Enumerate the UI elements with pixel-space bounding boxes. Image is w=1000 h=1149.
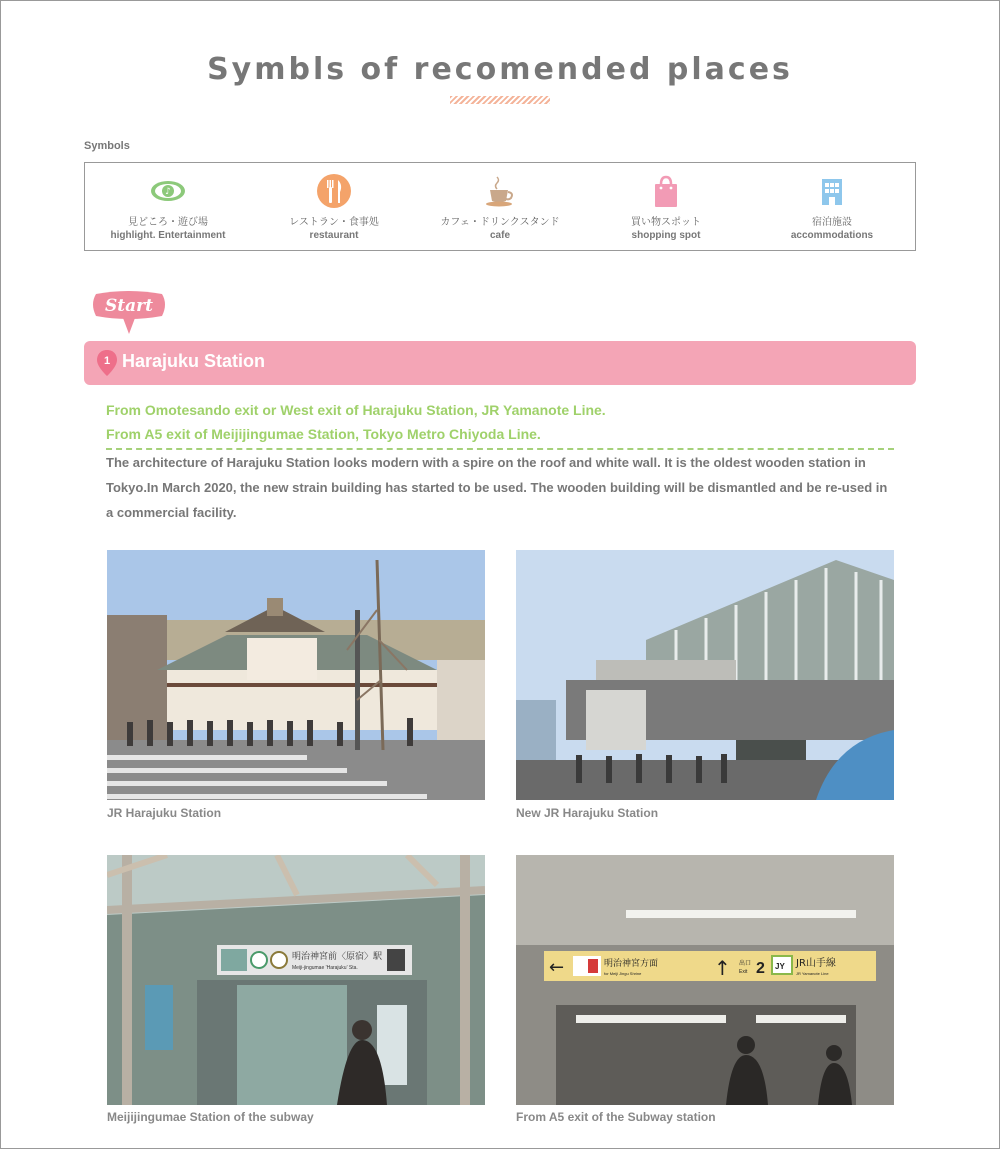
symbol-item-restaurant [251,173,417,242]
section-number: 1 [103,355,111,367]
sign-direction-en: for Meiji Jingu Shrine [604,971,642,976]
sign-line-jp: JR山手線 [796,958,836,969]
photo-new-jr-harajuku-station [516,550,894,800]
svg-text:♪: ♪ [165,187,171,197]
sign-line-code: JY [775,962,785,971]
symbol-label-jp: カフェ・ドリンクスタンド [440,217,560,228]
photo-caption: From A5 exit of the Subway station [516,1110,716,1124]
sign-direction-jp: 明治神宮方面 [604,959,659,969]
start-badge-label: Start [105,296,153,316]
symbol-item-accommodations [749,173,915,242]
symbol-label-en: cafe [489,230,510,241]
photo-jr-harajuku-station [107,550,485,800]
symbols-heading: Symbols [84,140,130,152]
fork-knife-icon [315,173,353,209]
map-pin-icon [96,349,118,377]
access-line: From Omotesando exit or West exit of Harajuku Station, JR Yamanote Line. [106,402,606,418]
station-sign-main: 明治神宮前〈原宿〉駅 [292,952,383,962]
page-title: Symbls of recomended places [207,52,793,87]
symbol-item-shopping [583,173,749,242]
section-description: The architecture of Harajuku Station looks modern with a spire on the roof and white wall. It is the oldest wooden station in Tokyo.In March 2020, the new strain building has started to be used. The wooden building will be dismantled and be re-used in a commercial facility. [106,455,888,520]
sign-exit-en: Exit [739,969,748,975]
eye-icon [149,173,187,209]
photo-caption: New JR Harajuku Station [516,806,659,820]
symbols-legend [84,162,916,251]
photo-caption: JR Harajuku Station [107,806,222,820]
sign-exit-jp: 出口 [739,960,752,967]
symbol-item-cafe [417,173,583,242]
svg-text:↑: ↑ [714,956,731,980]
photo-a5-exit-subway-station [516,855,894,1105]
shopping-bag-icon [647,173,685,209]
symbol-item-highlight [85,173,251,242]
access-directions [106,398,894,450]
start-badge [90,290,168,338]
coffee-cup-icon [481,173,519,209]
symbol-label-en: shopping spot [631,230,701,241]
svg-text:←: ← [549,957,565,978]
station-sign-sub: Meiji-jingumae 'Harajuku' Sta. [292,965,358,971]
sign-exit-number: 2 [756,960,765,977]
section-title: Harajuku Station [122,351,266,371]
symbol-label-en: restaurant [309,230,359,241]
symbol-label-en: highlight. Entertainment [110,230,226,241]
symbol-label-en: accommodations [790,230,874,241]
symbol-label-jp: レストラン・食事処 [289,217,379,228]
photo-caption: Meijijingumae Station of the subway [107,1110,314,1124]
symbol-label-jp: 宿泊施設 [812,217,852,228]
sign-line-en: JR Yamanote Line [796,971,829,976]
title-underline-stripe [450,96,550,104]
section-header [84,341,916,385]
photo-meijijingumae-station [107,855,485,1105]
symbol-label-jp: 見どころ・遊び場 [128,217,208,228]
symbol-label-jp: 買い物スポット [631,217,701,228]
access-line: From A5 exit of Meijijingumae Station, Tokyo Metro Chiyoda Line. [106,426,541,442]
building-icon [813,173,851,209]
